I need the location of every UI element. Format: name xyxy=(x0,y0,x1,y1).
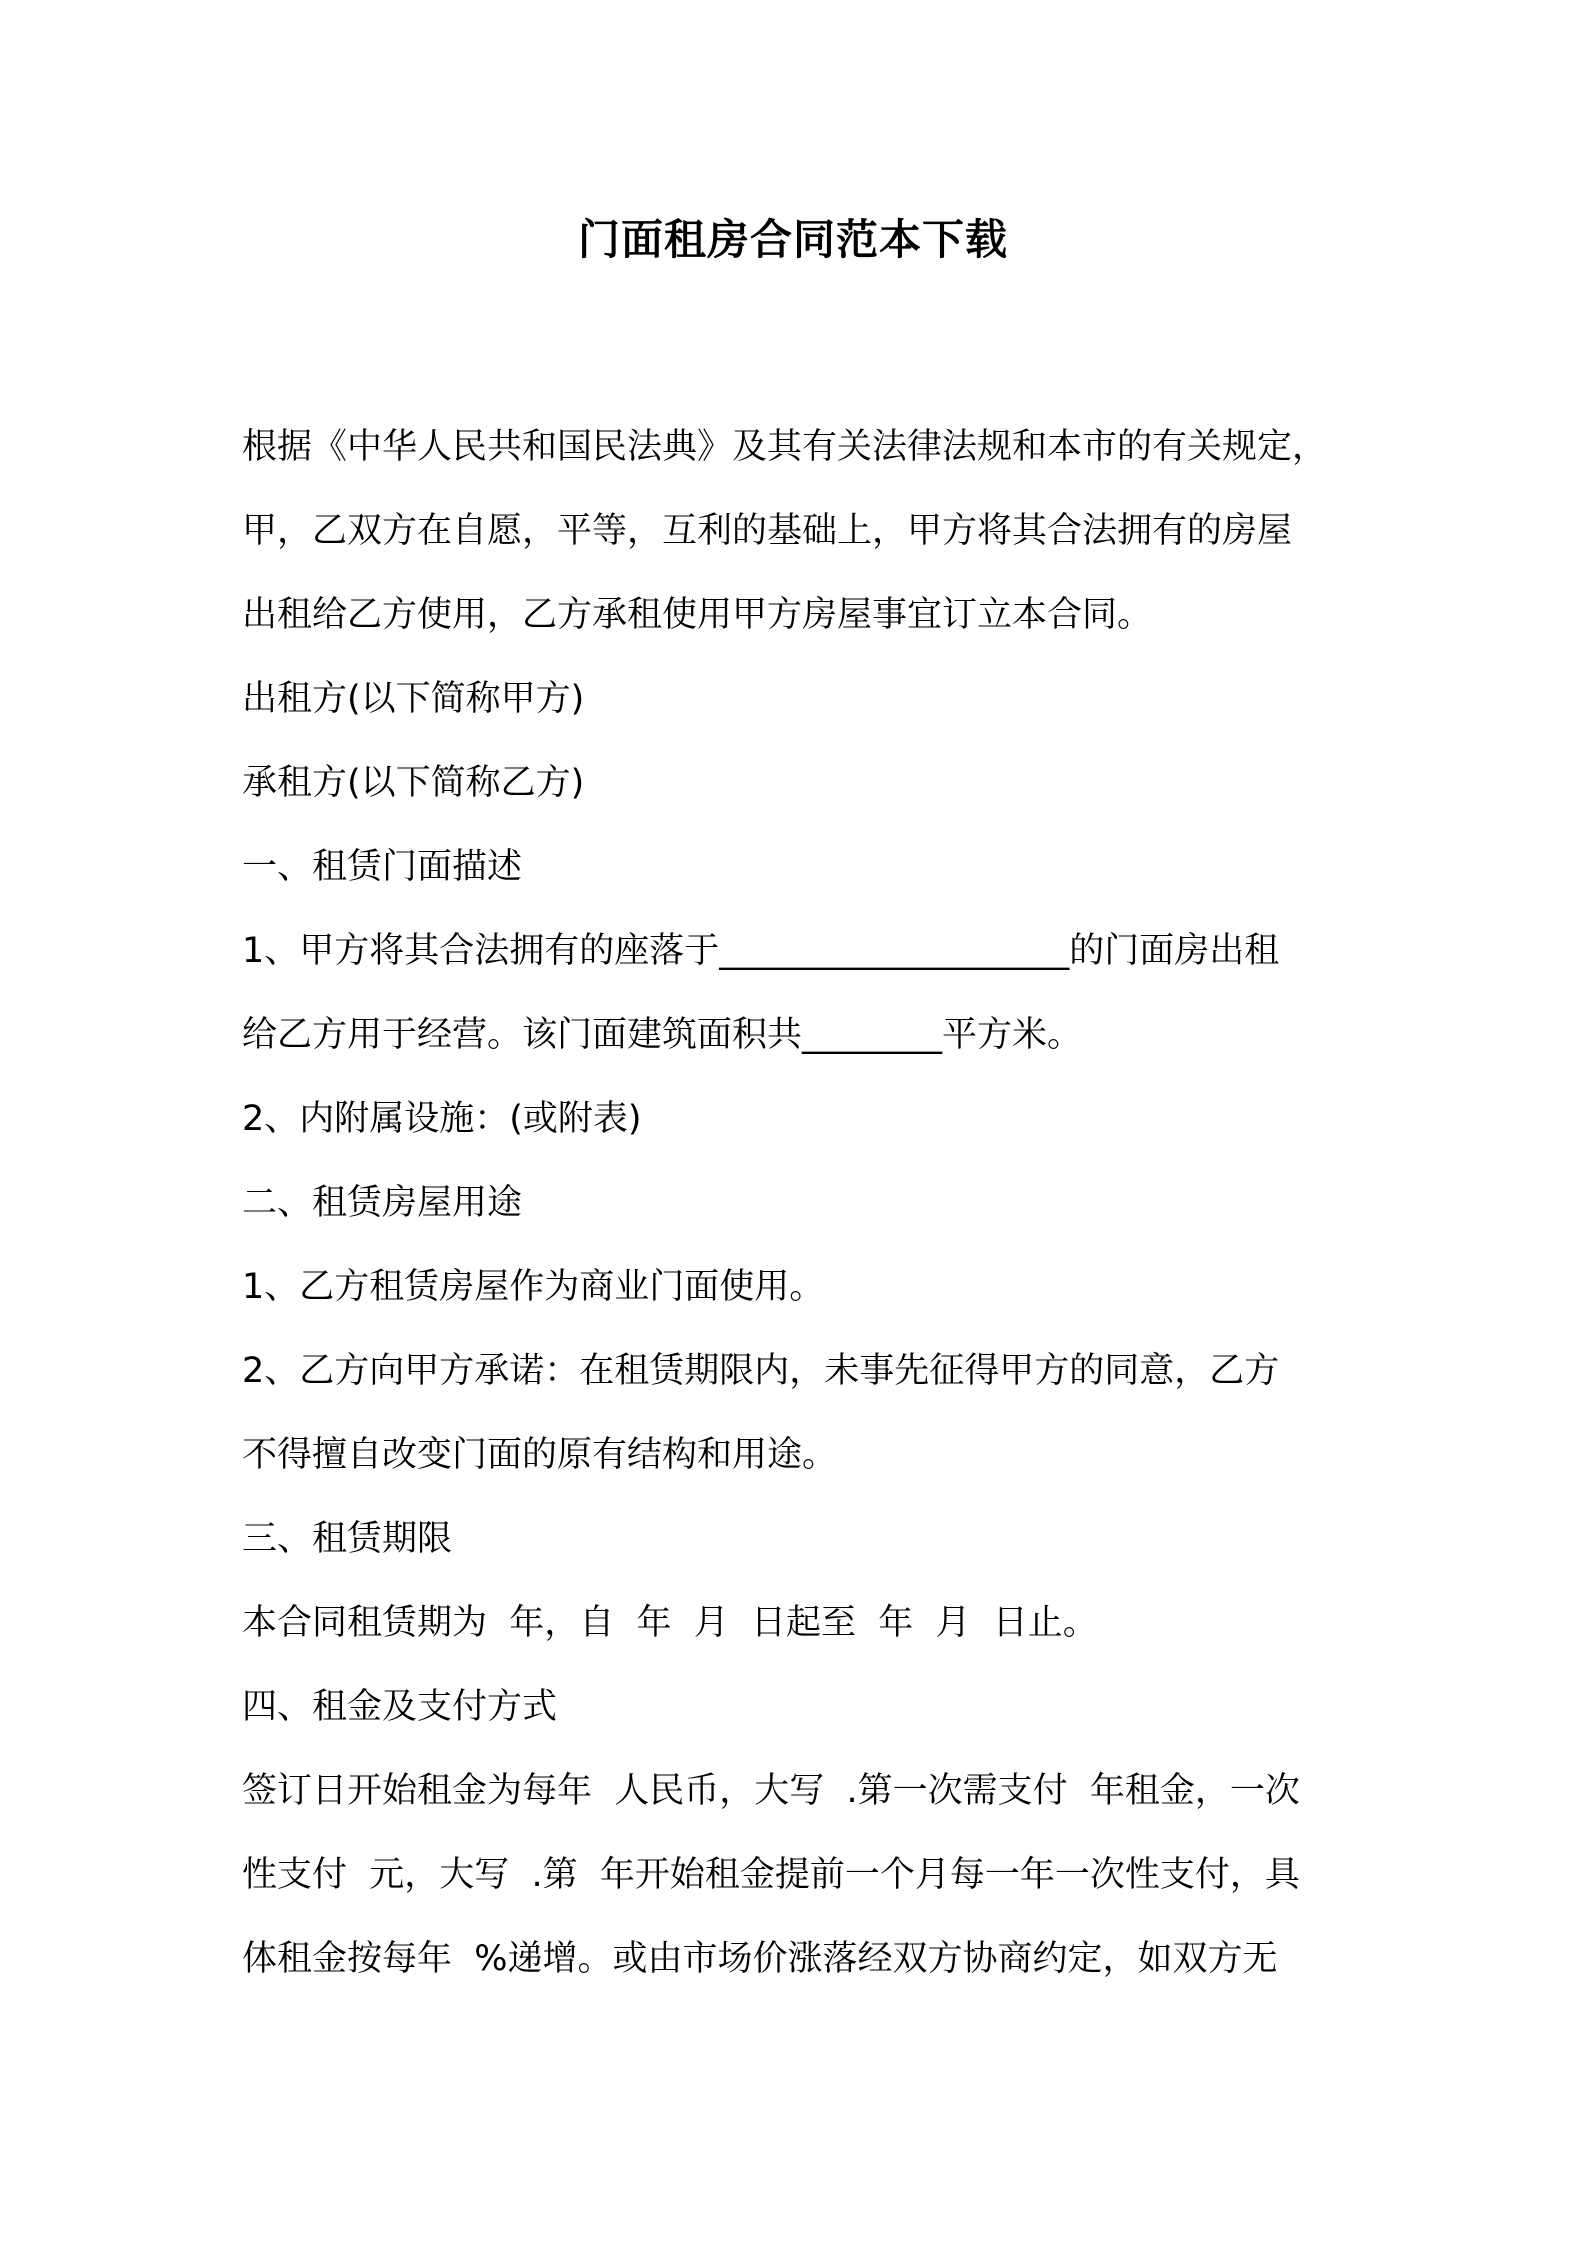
section-heading-4: 四、租金及支付方式 xyxy=(242,1687,558,1727)
document-line: 性支付 元，大写 .第 年开始租金提前一个月每一年一次性支付，具 xyxy=(242,1855,1300,1895)
document-line: 甲，乙双方在自愿，平等，互利的基础上，甲方将其合法拥有的房屋 xyxy=(242,511,1293,551)
section-heading-3: 三、租赁期限 xyxy=(242,1519,453,1559)
document-line: 出租给乙方使用，乙方承租使用甲方房屋事宜订立本合同。 xyxy=(242,595,1153,635)
document-line: 2、乙方向甲方承诺：在租赁期限内，未事先征得甲方的同意，乙方 xyxy=(242,1351,1280,1391)
lessee-line: 承租方(以下简称乙方) xyxy=(242,763,585,803)
document-line: 本合同租赁期为 年，自 年 月 日起至 年 月 日止。 xyxy=(242,1603,1098,1643)
document-line: 2、内附属设施：(或附表) xyxy=(242,1099,642,1139)
document-body xyxy=(242,405,1352,2001)
document-line: 签订日开始租金为每年 人民币，大写 .第一次需支付 年租金，一次 xyxy=(242,1771,1300,1811)
section-heading-1: 一、租赁门面描述 xyxy=(242,847,523,887)
document-line: 给乙方用于经营。该门面建筑面积共________平方米。 xyxy=(242,1015,1083,1055)
document-line: 不得擅自改变门面的原有结构和用途。 xyxy=(242,1435,838,1475)
document-line: 1、乙方租赁房屋作为商业门面使用。 xyxy=(242,1267,825,1307)
document-title: 门面租房合同范本下载 xyxy=(577,215,1008,264)
section-heading-2: 二、租赁房屋用途 xyxy=(242,1183,523,1223)
lessor-line: 出租方(以下简称甲方) xyxy=(242,679,585,719)
document-line: 体租金按每年 %递增。或由市场价涨落经双方协商约定，如双方无 xyxy=(242,1939,1278,1979)
document-line: 1、甲方将其合法拥有的座落于____________________的门面房出租 xyxy=(242,931,1280,971)
document-line: 根据《中华人民共和国民法典》及其有关法律法规和本市的有关规定， xyxy=(242,427,1328,467)
